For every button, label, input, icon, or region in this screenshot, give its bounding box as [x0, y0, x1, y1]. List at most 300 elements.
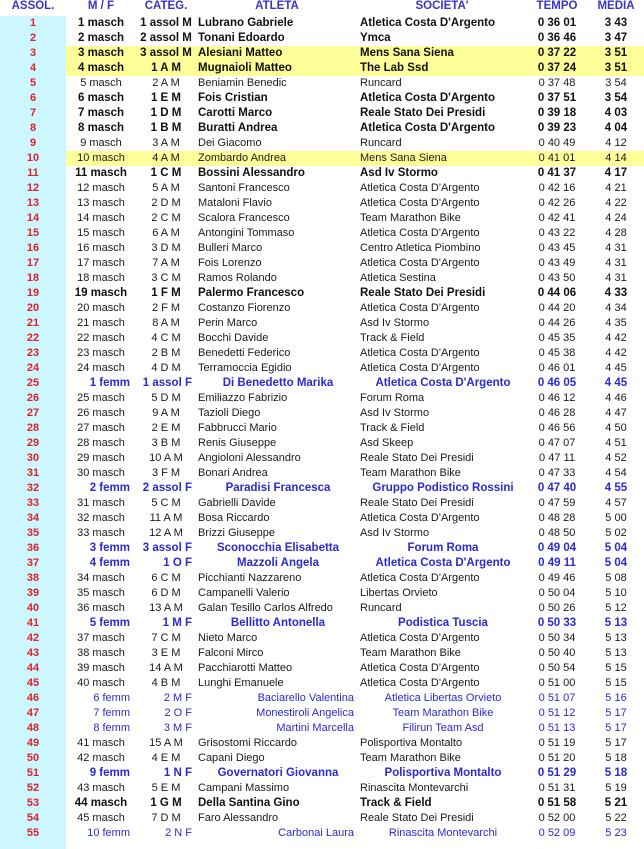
- category-cell: 1 M F: [162, 617, 192, 629]
- gender-rank-cell: 1 femm: [89, 377, 130, 389]
- category-cell: 2 B M: [151, 347, 181, 359]
- category-cell: 8 A M: [152, 317, 180, 329]
- time-cell: 0 51 29: [537, 767, 577, 779]
- athlete-cell: Governatori Giovanna: [217, 767, 339, 779]
- category-cell: 3 C M: [151, 272, 181, 284]
- time-cell: 0 42 16: [538, 182, 576, 194]
- time-cell: 0 47 11: [539, 452, 575, 464]
- time-cell: 0 37 51: [537, 92, 577, 104]
- time-cell: 0 45 35: [538, 332, 576, 344]
- club-cell: Libertas Orvieto: [360, 587, 438, 599]
- pace-cell: 4 55: [604, 482, 628, 494]
- position-cell: 5: [29, 77, 37, 89]
- gender-rank-cell: 35 masch: [77, 587, 125, 599]
- pace-cell: 4 24: [605, 212, 627, 224]
- position-cell: 31: [26, 467, 40, 479]
- pace-cell: 5 16: [605, 692, 627, 704]
- time-cell: 0 47 59: [538, 497, 576, 509]
- time-cell: 0 36 01: [537, 17, 577, 29]
- table-row: [0, 511, 644, 526]
- pace-cell: 3 54: [605, 77, 627, 89]
- gender-rank-cell: 36 masch: [77, 602, 125, 614]
- category-cell: 5 A M: [152, 182, 180, 194]
- pace-cell: 4 17: [604, 167, 628, 179]
- pace-cell: 5 15: [605, 662, 627, 674]
- time-cell: 0 37 22: [526, 46, 588, 61]
- category-cell: 2 E M: [151, 422, 181, 434]
- category-cell: 4 E M: [151, 752, 181, 764]
- position-cell: 45: [26, 677, 40, 689]
- position-cell: 22: [26, 332, 40, 344]
- category-cell: 12 A M: [149, 527, 183, 539]
- club-cell: Team Marathon Bike: [360, 212, 461, 224]
- pace-cell: 5 13: [605, 647, 627, 659]
- pace-cell: 5 18: [605, 752, 627, 764]
- position-cell: 10: [26, 152, 40, 164]
- athlete-cell: Faro Alessandro: [198, 812, 279, 824]
- position-cell: 26: [26, 392, 40, 404]
- position-cell: 35: [26, 527, 40, 539]
- table-row: [0, 616, 644, 631]
- position-cell: 18: [26, 272, 40, 284]
- gender-rank-cell: 13 masch: [77, 197, 125, 209]
- athlete-cell: Emiliazzo Fabrizio: [198, 392, 288, 404]
- pace-cell: 4 45: [604, 377, 628, 389]
- athlete-cell: Dei Giacomo: [198, 137, 262, 149]
- athlete-cell: Brizzi Giuseppe: [198, 527, 276, 539]
- athlete-cell: Galan Tesillo Carlos Alfredo: [198, 602, 333, 614]
- pace-cell: 4 33: [604, 287, 628, 299]
- pace-cell: 5 21: [604, 797, 628, 809]
- gender-rank-cell: 26 masch: [77, 407, 125, 419]
- club-cell: Asd Iv Stormo: [360, 527, 430, 539]
- position-cell: 14: [26, 212, 40, 224]
- gender-rank-cell: 31 masch: [77, 497, 125, 509]
- table-row: [0, 571, 644, 586]
- category-cell: 15 A M: [149, 737, 183, 749]
- club-cell: Atletica Costa D'Argento: [360, 632, 480, 644]
- club-cell: Runcard: [360, 77, 402, 89]
- club-cell: Atletica Costa D'Argento: [360, 122, 496, 134]
- header-athlete: ATLETA: [255, 0, 299, 12]
- athlete-cell: Mugnaioli Matteo: [196, 61, 358, 76]
- category-cell: 5 E M: [151, 782, 181, 794]
- athlete-cell: Sconocchia Elisabetta: [216, 542, 340, 554]
- gender-rank-cell: 11 masch: [75, 167, 127, 179]
- position-cell: 36: [26, 542, 40, 554]
- pace-cell: 4 57: [605, 497, 627, 509]
- position-cell: 12: [26, 182, 40, 194]
- table-row: [0, 451, 644, 466]
- athlete-cell: Falconi Mirco: [198, 647, 264, 659]
- pace-cell: 3 51: [588, 61, 644, 76]
- gender-rank-cell: 43 masch: [77, 782, 125, 794]
- gender-rank-cell: 32 masch: [77, 512, 125, 524]
- athlete-cell: Campani Massimo: [198, 782, 290, 794]
- pace-cell: 5 22: [605, 812, 627, 824]
- athlete-cell: Gabrielli Davide: [198, 497, 276, 509]
- category-cell: 7 D M: [151, 812, 181, 824]
- position-cell: 23: [26, 347, 40, 359]
- athlete-cell: Benedetti Federico: [198, 347, 291, 359]
- athlete-cell: Baciarello Valentina: [257, 692, 354, 704]
- position-cell: 50: [26, 752, 40, 764]
- table-row: [0, 556, 644, 571]
- category-cell: 2 M F: [163, 692, 192, 704]
- table-row: [0, 301, 644, 316]
- athlete-cell: Lunghi Emanuele: [198, 677, 284, 689]
- gender-rank-cell: 9 masch: [80, 137, 122, 149]
- pace-cell: 4 14: [588, 151, 644, 166]
- time-cell: 0 41 01: [526, 151, 588, 166]
- table-row: [0, 676, 644, 691]
- gender-rank-cell: 21 masch: [77, 317, 125, 329]
- table-row: [0, 211, 644, 226]
- club-cell: Reale Stato Dei Presidi: [360, 452, 474, 464]
- club-cell: Ymca: [360, 32, 391, 44]
- pace-cell: 4 47: [605, 407, 627, 419]
- time-cell: 0 47 40: [537, 482, 577, 494]
- header-club: SOCIETA': [415, 0, 469, 12]
- time-cell: 0 36 46: [537, 32, 577, 44]
- pace-cell: 4 03: [604, 107, 628, 119]
- category-cell: 2 assol F: [142, 482, 192, 494]
- header-time: TEMPO: [536, 0, 578, 12]
- club-cell: Atletica Costa D'Argento: [375, 557, 511, 569]
- pace-cell: 4 52: [605, 452, 627, 464]
- gender-rank-cell: 30 masch: [77, 467, 125, 479]
- position-cell: 40: [26, 602, 40, 614]
- time-cell: 0 42 26: [538, 197, 576, 209]
- pace-cell: 4 31: [605, 242, 627, 254]
- pace-cell: 5 19: [605, 782, 627, 794]
- time-cell: 0 52 09: [538, 827, 576, 839]
- time-cell: 0 41 37: [537, 167, 577, 179]
- table-row: [0, 226, 644, 241]
- position-cell: 20: [26, 302, 40, 314]
- club-cell: Centro Atletica Piombino: [360, 242, 481, 254]
- club-cell: Asd Skeep: [360, 437, 414, 449]
- athlete-cell: Bocchi Davide: [198, 332, 269, 344]
- pace-cell: 4 35: [605, 317, 627, 329]
- gender-rank-cell: 33 masch: [77, 527, 125, 539]
- table-row: [0, 331, 644, 346]
- club-cell: Reale Stato Dei Presidi: [360, 287, 486, 299]
- gender-rank-cell: 14 masch: [77, 212, 125, 224]
- pace-cell: 5 15: [605, 677, 627, 689]
- table-row: [0, 811, 644, 826]
- gender-rank-cell: 38 masch: [77, 647, 125, 659]
- position-cell: 9: [29, 137, 37, 149]
- table-row: [0, 271, 644, 286]
- club-cell: Rinascita Montevarchi: [360, 782, 469, 794]
- athlete-cell: Grisostomi Riccardo: [198, 737, 298, 749]
- table-row: [0, 706, 644, 721]
- time-cell: 0 51 20: [538, 752, 576, 764]
- table-row: [0, 721, 644, 736]
- table-row: [0, 346, 644, 361]
- table-row: [0, 16, 644, 31]
- category-cell: 1 assol F: [142, 377, 192, 389]
- gender-rank-cell: 20 masch: [77, 302, 125, 314]
- table-row: [0, 106, 644, 121]
- pace-cell: 5 23: [605, 827, 627, 839]
- time-cell: 0 42 41: [538, 212, 576, 224]
- category-cell: 6 C M: [151, 572, 181, 584]
- athlete-cell: Carotti Marco: [198, 107, 273, 119]
- table-row: [0, 691, 644, 706]
- club-cell: Track & Field: [360, 332, 425, 344]
- category-cell: 13 A M: [149, 602, 183, 614]
- time-cell: 0 51 58: [537, 797, 577, 809]
- table-row: [0, 601, 644, 616]
- gender-rank-cell: 7 femm: [93, 707, 130, 719]
- club-cell: The Lab Ssd: [358, 61, 526, 76]
- position-cell: 1: [29, 17, 37, 29]
- athlete-cell: Buratti Andrea: [198, 122, 278, 134]
- category-cell: 3 assol F: [142, 542, 192, 554]
- time-cell: 0 46 12: [538, 392, 576, 404]
- position-cell: 47: [26, 707, 40, 719]
- athlete-cell: Fabbrucci Mario: [198, 422, 277, 434]
- pace-cell: 4 45: [605, 362, 627, 374]
- athlete-cell: Di Benedetto Marika: [222, 377, 334, 389]
- category-cell: 3 assol M: [136, 46, 196, 61]
- time-cell: 0 51 19: [538, 737, 576, 749]
- pace-cell: 4 31: [605, 272, 627, 284]
- athlete-cell: Scalora Francesco: [198, 212, 290, 224]
- position-cell: 24: [26, 362, 40, 374]
- club-cell: Atletica Costa D'Argento: [360, 182, 480, 194]
- table-row: [0, 646, 644, 661]
- category-cell: 4 C M: [151, 332, 181, 344]
- pace-cell: 3 47: [604, 32, 628, 44]
- club-cell: Atletica Libertas Orvieto: [384, 692, 502, 704]
- club-cell: Runcard: [360, 602, 402, 614]
- athlete-cell: Costanzo Fiorenzo: [198, 302, 291, 314]
- gender-rank-cell: 15 masch: [77, 227, 125, 239]
- time-cell: 0 43 49: [538, 257, 576, 269]
- table-row: [0, 586, 644, 601]
- category-cell: 2 A M: [152, 77, 180, 89]
- club-cell: Atletica Costa D'Argento: [360, 662, 480, 674]
- table-row: [0, 481, 644, 496]
- pace-cell: 5 17: [605, 707, 627, 719]
- gender-rank-cell: 3 masch: [66, 46, 136, 61]
- club-cell: Atletica Costa D'Argento: [360, 572, 480, 584]
- pace-cell: 5 18: [604, 767, 628, 779]
- category-cell: 14 A M: [149, 662, 183, 674]
- club-cell: Team Marathon Bike: [360, 467, 461, 479]
- table-row: [0, 736, 644, 751]
- category-cell: 3 M F: [163, 722, 192, 734]
- time-cell: 0 51 31: [538, 782, 576, 794]
- position-cell: 2: [29, 32, 37, 44]
- club-cell: Podistica Tuscia: [398, 617, 488, 629]
- club-cell: Mens Sana Siena: [358, 151, 526, 166]
- time-cell: 0 51 07: [538, 692, 576, 704]
- position-cell: 30: [26, 452, 40, 464]
- time-cell: 0 46 01: [538, 362, 576, 374]
- position-cell: 41: [26, 617, 40, 629]
- club-cell: Atletica Costa D'Argento: [360, 362, 480, 374]
- position-cell: 51: [26, 767, 40, 779]
- athlete-cell: Lubrano Gabriele: [198, 17, 294, 29]
- time-cell: 0 45 38: [538, 347, 576, 359]
- table-row: [0, 91, 644, 106]
- position-cell: 48: [26, 722, 40, 734]
- gender-rank-cell: 4 femm: [89, 557, 130, 569]
- position-cell: 13: [26, 197, 40, 209]
- gender-rank-cell: 7 masch: [77, 107, 125, 119]
- pace-cell: 4 28: [605, 227, 627, 239]
- table-row: [0, 286, 644, 301]
- athlete-cell: Beniamin Benedic: [198, 77, 287, 89]
- pace-cell: 5 13: [604, 617, 628, 629]
- gender-rank-cell: 3 femm: [89, 542, 130, 554]
- table-row: [0, 766, 644, 781]
- category-cell: 3 E M: [151, 647, 181, 659]
- category-cell: 5 D M: [151, 392, 181, 404]
- time-cell: 0 46 05: [537, 377, 577, 389]
- gender-rank-cell: 2 masch: [77, 32, 125, 44]
- club-cell: Track & Field: [360, 422, 425, 434]
- position-cell: 25: [26, 377, 40, 389]
- position-cell: 4: [29, 62, 37, 74]
- table-row: [0, 166, 644, 181]
- category-cell: 2 O F: [164, 707, 192, 719]
- club-cell: Forum Roma: [360, 392, 425, 404]
- gender-rank-cell: 44 masch: [74, 797, 128, 809]
- position-cell: 29: [26, 437, 40, 449]
- category-cell: 6 D M: [151, 587, 181, 599]
- time-cell: 0 52 00: [538, 812, 576, 824]
- table-row: [0, 796, 644, 811]
- gender-rank-cell: 29 masch: [77, 452, 125, 464]
- table-row: [0, 136, 644, 151]
- header-category: CATEG.: [144, 0, 188, 12]
- table-row: [0, 76, 644, 91]
- time-cell: 0 40 49: [538, 137, 576, 149]
- club-cell: Reale Stato Dei Presidi: [360, 497, 474, 509]
- table-row: [0, 196, 644, 211]
- club-cell: Team Marathon Bike: [392, 707, 494, 719]
- athlete-cell: Tazioli Diego: [198, 407, 261, 419]
- position-cell: 55: [26, 827, 40, 839]
- time-cell: 0 44 20: [538, 302, 576, 314]
- table-row: [0, 631, 644, 646]
- gender-rank-cell: 10 masch: [66, 151, 136, 166]
- club-cell: Gruppo Podistico Rossini: [372, 482, 514, 494]
- athlete-cell: Antongini Tommaso: [198, 227, 295, 239]
- gender-rank-cell: 23 masch: [77, 347, 125, 359]
- pace-cell: 5 17: [605, 737, 627, 749]
- pace-cell: 4 21: [605, 182, 627, 194]
- athlete-cell: Zombardo Andrea: [196, 151, 358, 166]
- time-cell: 0 37 24: [526, 61, 588, 76]
- pace-cell: 4 54: [605, 467, 627, 479]
- position-cell: 11: [27, 167, 39, 179]
- athlete-cell: Tonani Edoardo: [198, 32, 285, 44]
- position-cell: 39: [26, 587, 40, 599]
- time-cell: 0 48 28: [538, 512, 576, 524]
- club-cell: Atletica Costa D'Argento: [360, 257, 480, 269]
- category-cell: 7 A M: [152, 257, 180, 269]
- athlete-cell: Alesiani Matteo: [196, 46, 358, 61]
- table-row: [0, 46, 644, 61]
- pace-cell: 5 04: [604, 542, 628, 554]
- club-cell: Atletica Costa D'Argento: [360, 92, 496, 104]
- gender-rank-cell: 27 masch: [77, 422, 125, 434]
- gender-rank-cell: 8 femm: [93, 722, 130, 734]
- gender-rank-cell: 6 femm: [93, 692, 130, 704]
- athlete-cell: Angioloni Alessandro: [198, 452, 301, 464]
- category-cell: 1 N F: [163, 767, 192, 779]
- pace-cell: 4 31: [605, 257, 627, 269]
- time-cell: 0 37 48: [538, 77, 576, 89]
- category-cell: 1 C M: [150, 167, 182, 179]
- table-row: [0, 661, 644, 676]
- category-cell: 1 F M: [151, 287, 181, 299]
- table-row: [0, 241, 644, 256]
- club-cell: Asd Iv Stormo: [360, 167, 438, 179]
- header-position: ASSOL.: [11, 0, 55, 12]
- pace-cell: 5 02: [605, 527, 627, 539]
- time-cell: 0 44 06: [537, 287, 577, 299]
- position-cell: 38: [26, 572, 40, 584]
- position-cell: 53: [26, 797, 40, 809]
- pace-cell: 5 12: [605, 602, 627, 614]
- athlete-cell: Renis Giuseppe: [198, 437, 277, 449]
- table-row: [0, 31, 644, 46]
- table-row: [0, 121, 644, 136]
- pace-cell: 5 13: [605, 632, 627, 644]
- position-cell: 27: [26, 407, 40, 419]
- pace-cell: 5 00: [605, 512, 627, 524]
- pace-cell: 3 43: [604, 17, 628, 29]
- position-cell: 49: [26, 737, 40, 749]
- table-row: [0, 181, 644, 196]
- athlete-cell: Bossini Alessandro: [198, 167, 305, 179]
- athlete-cell: Picchianti Nazzareno: [198, 572, 302, 584]
- category-cell: 4 A M: [136, 151, 196, 166]
- gender-rank-cell: 8 masch: [77, 122, 125, 134]
- club-cell: Asd Iv Stormo: [360, 317, 430, 329]
- gender-rank-cell: 12 masch: [77, 182, 125, 194]
- time-cell: 0 50 34: [538, 632, 576, 644]
- athlete-cell: Paradisi Francesca: [225, 482, 331, 494]
- club-cell: Atletica Costa D'Argento: [360, 302, 480, 314]
- athlete-cell: Fois Cristian: [198, 92, 268, 104]
- time-cell: 0 50 54: [538, 662, 576, 674]
- athlete-cell: Capani Diego: [198, 752, 265, 764]
- time-cell: 0 39 23: [537, 122, 577, 134]
- time-cell: 0 46 56: [538, 422, 576, 434]
- time-cell: 0 48 50: [538, 527, 576, 539]
- category-cell: 1 A M: [136, 61, 196, 76]
- club-cell: Atletica Sestina: [360, 272, 436, 284]
- gender-rank-cell: 42 masch: [77, 752, 125, 764]
- time-cell: 0 44 26: [538, 317, 576, 329]
- gender-rank-cell: 5 femm: [89, 617, 130, 629]
- position-cell: 8: [29, 122, 37, 134]
- category-cell: 2 N F: [165, 827, 192, 839]
- gender-rank-cell: 9 femm: [89, 767, 130, 779]
- category-cell: 1 O F: [163, 557, 192, 569]
- athlete-cell: Bulleri Marco: [198, 242, 263, 254]
- pace-cell: 5 08: [605, 572, 627, 584]
- time-cell: 0 50 26: [538, 602, 576, 614]
